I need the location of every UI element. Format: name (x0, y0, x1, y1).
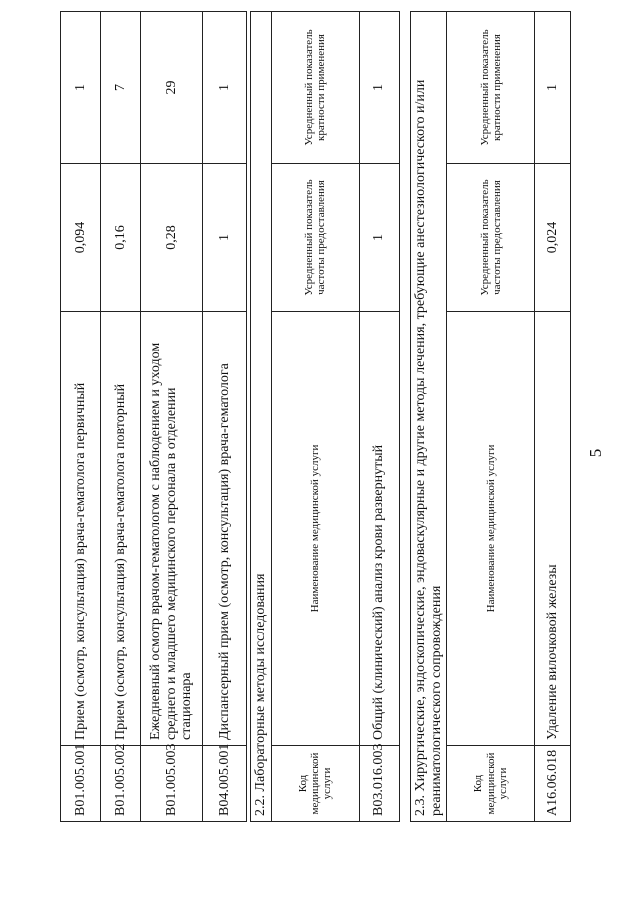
multiplicity-value: 1 (535, 12, 571, 164)
service-code: B04.005.001 (203, 746, 247, 822)
multiplicity-value: 29 (141, 12, 203, 164)
frequency-value: 0,28 (141, 164, 203, 312)
multiplicity-value: 7 (101, 12, 141, 164)
header-frequency: Усредненный показатель частоты предоставления (447, 164, 535, 312)
multiplicity-value: 1 (203, 12, 247, 164)
header-frequency: Усредненный показатель частоты предоставления (271, 164, 359, 312)
table-row (101, 12, 141, 822)
page-number: 5 (586, 448, 605, 458)
laboratory-table (250, 11, 400, 822)
section-title: 2.2. Лабораторные методы исследования (251, 11, 272, 821)
surgical-table (410, 11, 571, 822)
header-name: Наименование медицинской услуги (447, 312, 535, 746)
service-name: Удаление вилочковой железы (535, 312, 571, 746)
service-code: A16.06.018 (535, 746, 571, 822)
service-name: Общий (клинический) анализ крови развернутый (359, 312, 399, 746)
service-code: B01.005.001 (61, 746, 101, 822)
header-multiplicity: Усредненный показатель кратности применения (271, 11, 359, 163)
frequency-value: 0,024 (535, 164, 571, 312)
header-row (271, 11, 359, 821)
table-row (61, 12, 101, 822)
header-code: Код медицинской услуги (271, 746, 359, 822)
header-row (447, 12, 535, 822)
header-name: Наименование медицинской услуги (271, 312, 359, 746)
frequency-value: 0,16 (101, 164, 141, 312)
section-title-row (251, 11, 272, 821)
service-code: B01.005.003 (141, 746, 203, 822)
multiplicity-value: 1 (61, 12, 101, 164)
service-name: Ежедневный осмотр врачом-гематологом с наблюдением и уходом среднего и младшего медицинского персонала в отделении стационара (141, 312, 203, 746)
table-row (535, 12, 571, 822)
table-row (359, 11, 399, 821)
service-name: Прием (осмотр, консультация) врача-гематолога повторный (101, 312, 141, 746)
frequency-value: 0,094 (61, 164, 101, 312)
table-row (203, 12, 247, 822)
section-title-row (411, 12, 447, 822)
consultations-table (60, 11, 247, 822)
frequency-value: 1 (203, 164, 247, 312)
table-row (141, 12, 203, 822)
service-name: Диспансерный прием (осмотр, консультация) врача-гематолога (203, 312, 247, 746)
frequency-value: 1 (359, 164, 399, 312)
multiplicity-value: 1 (359, 11, 399, 163)
service-code: B01.005.002 (101, 746, 141, 822)
header-multiplicity: Усредненный показатель кратности применения (447, 12, 535, 164)
section-title: 2.3. Хирургические, эндоскопические, эндоваскулярные и другие методы лечения, требующие анестезиологического и/или реаниматологического сопровождения (411, 12, 447, 822)
service-name: Прием (осмотр, консультация) врача-гематолога первичный (61, 312, 101, 746)
header-code: Код медицинской услуги (447, 746, 535, 822)
service-code: B03.016.003 (359, 746, 399, 822)
